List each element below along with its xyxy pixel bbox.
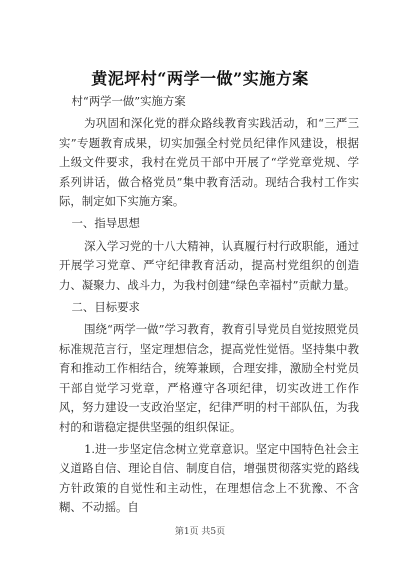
list-item-1: 1.进一步坚定信念树立党章意识。坚定中国特色社会主义道路自信、理论自信、制度自信，增强贯彻落实党的路线方针政策的自觉性和主动性，在理想信念上不犹豫、不含糊、不动摇。自: [59, 441, 359, 515]
document-subtitle: 村“两学一做”实施方案: [71, 94, 186, 108]
page-number: 第1页 共5页: [174, 527, 226, 537]
section-heading-goals: 二、目标要求: [71, 300, 140, 315]
section-heading-guiding-ideology: 一、指导思想: [71, 216, 140, 231]
document-body: [59, 92, 359, 521]
intro-paragraph: 为巩固和深化党的群众路线教育实践活动，和“三严三实”专题教育成果，切实加强全村党员纪律作风建设，根据上级文件要求，我村在党员干部中开展了“学党章党规、学系列讲话，做合格党员”集中教育活动。现结合我村工作实际，制定如下实施方案。: [59, 116, 359, 209]
guiding-ideology-paragraph: 深入学习党的十八大精神，认真履行村行政职能，通过开展学习党章、严守纪律教育活动，提高村党组织的创造力、凝聚力、战斗力，为我村创建“绿色幸福村”贡献力量。: [59, 238, 359, 292]
document-title: 黄泥坪村“两学一做”实施方案: [91, 69, 309, 88]
goals-paragraph: 围绕“两学一做”学习教育，教育引导党员自觉按照党员标准规范言行，坚定理想信念，提高党性觉悟。坚持集中教育和推动工作相结合，统筹兼顾，合理安排，激励全村党员干部自觉学习党章，严格遵守各项纪律，切实改进工作作风，努力建设一支政治坚定，纪律严明的村干部队伍，为我村的和谐稳定提供坚强的组织保证。: [59, 322, 359, 434]
